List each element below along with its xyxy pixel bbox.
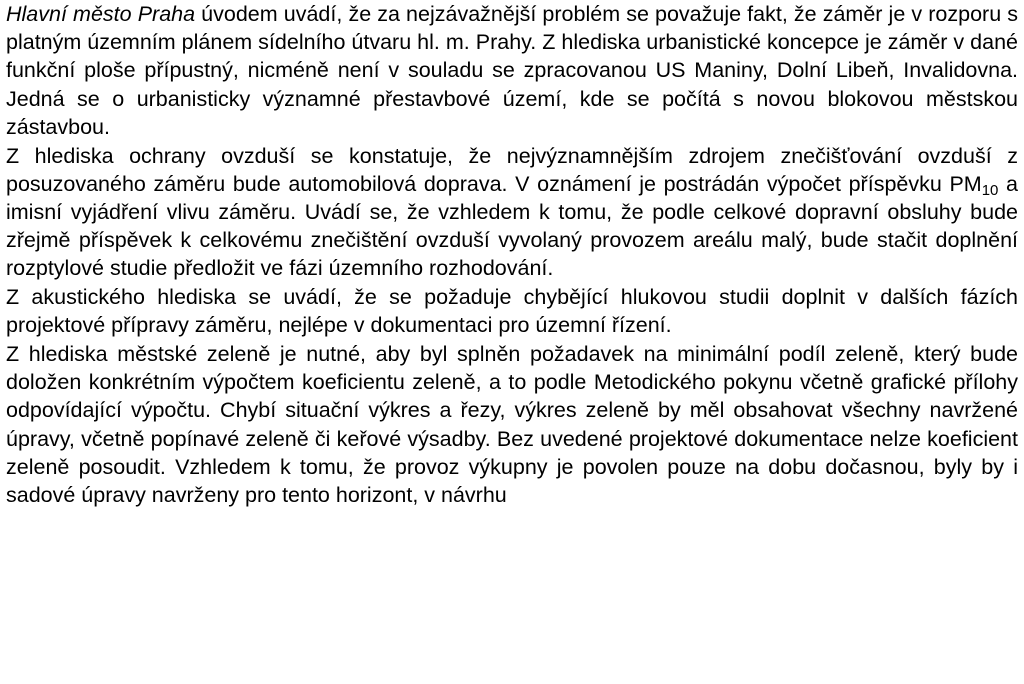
paragraph-acoustics <box>6 283 1018 339</box>
paragraph-urban-greenery <box>6 340 1018 509</box>
paragraph-prague-statement <box>6 0 1018 141</box>
paragraph-text: Z akustického hlediska se uvádí, že se požaduje chybějící hlukovou studii doplnit v dalších fázích projektové přípravy záměru, nejlépe v dokumentaci pro územní řízení. <box>6 285 1018 338</box>
paragraph-text: a imisní vyjádření vlivu záměru. Uvádí se, že vzhledem k tomu, že podle celkové dopravní obsluhy bude zřejmě příspěvek k celkovému znečištění ovzduší vyvolaný provozem areálu malý, bude stačit doplnění rozptylové studie předložit ve fázi územního rozhodování. <box>6 171 1019 281</box>
paragraph-text: Z hlediska městské zeleně je nutné, aby byl splněn požadavek na minimální podíl zeleně, který bude doložen konkrétním výpočtem koeficientu zeleně, a to podle Metodického pokynu včetně grafické přílohy odpovídající výpočtu. Chybí situační výkres a řezy, výkres zeleně by měl obsahovat všechny navržené úpravy, včetně popínavé zeleně či keřové výsadby. Bez uvedené projektové dokumentace nelze koeficient zeleně posoudit. Vzhledem k tomu, že provoz výkupny je povolen pouze na dobu dočasnou, byly by i sadové úpravy navrženy pro tento horizont, v návrhu <box>6 341 1018 507</box>
paragraph-text: úvodem uvádí, že za nejzávažnější problém se považuje fakt, že záměr je v rozporu s platným územním plánem sídelního útvaru hl. m. Prahy. Z hlediska urbanistické koncepce je záměr v dané funkční ploše přípustný, nicméně není v souladu se zpracovanou US Maniny, Dolní Libeň, Invalidovna. Jedná se o urbanisticky významné přestavbové území, kde se počítá s novou blokovou městskou zástavbou. <box>6 2 1018 139</box>
paragraph-air-protection <box>6 142 1018 283</box>
pm-subscript: 10 <box>981 181 999 199</box>
document-page <box>6 0 1018 510</box>
paragraph-text: Z hlediska ochrany ovzduší se konstatuje, že nejvýznamnějším zdrojem znečišťování ovzduší z posuzovaného záměru bude automobilová doprava. V oznámení je postrádán výpočet příspěvku PM <box>6 143 1018 196</box>
italic-lead-text: Hlavní město Praha <box>6 2 196 26</box>
